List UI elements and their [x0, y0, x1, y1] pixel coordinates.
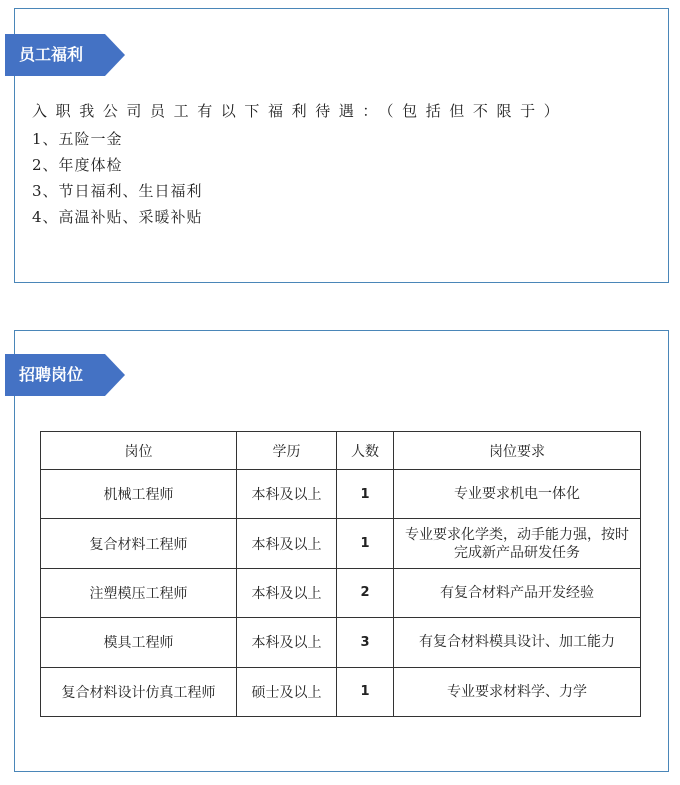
- column-header-count: 人数: [337, 432, 394, 470]
- benefits-body: [32, 99, 650, 230]
- cell-requirement: 有复合材料产品开发经验: [394, 568, 641, 617]
- cell-requirement: 专业要求化学类，动手能力强，按时完成新产品研发任务: [394, 519, 641, 568]
- table-row: [41, 618, 641, 667]
- table-row: [41, 568, 641, 617]
- table-row: [41, 519, 641, 568]
- cell-education: 本科及以上: [237, 618, 337, 667]
- cell-count: 1: [337, 519, 394, 568]
- benefit-item: 3、节日福利、生日福利: [32, 182, 203, 200]
- cell-education: 本科及以上: [237, 470, 337, 519]
- cell-count: 1: [337, 470, 394, 519]
- benefits-list: [32, 126, 650, 230]
- cell-education: 硕士及以上: [237, 667, 337, 716]
- table-row: [41, 667, 641, 716]
- cell-position: 模具工程师: [41, 618, 237, 667]
- table-header-row: [41, 432, 641, 470]
- benefit-item: 2、年度体检: [32, 156, 123, 174]
- jobs-section-tag: 招聘岗位: [5, 354, 105, 396]
- benefits-panel: [14, 8, 669, 283]
- column-header-requirement: 岗位要求: [394, 432, 641, 470]
- cell-position: 机械工程师: [41, 470, 237, 519]
- cell-count: 2: [337, 568, 394, 617]
- cell-count: 1: [337, 667, 394, 716]
- benefits-intro: 入职我公司员工有以下福利待遇：（包括但不限于）: [32, 102, 568, 120]
- cell-position: 复合材料设计仿真工程师: [41, 667, 237, 716]
- cell-requirement: 有复合材料模具设计、加工能力: [394, 618, 641, 667]
- cell-position: 注塑模压工程师: [41, 568, 237, 617]
- table-row: [41, 470, 641, 519]
- cell-count: 3: [337, 618, 394, 667]
- cell-education: 本科及以上: [237, 568, 337, 617]
- cell-education: 本科及以上: [237, 519, 337, 568]
- cell-position: 复合材料工程师: [41, 519, 237, 568]
- cell-requirement: 专业要求材料学、力学: [394, 667, 641, 716]
- benefit-item: 4、高温补贴、采暖补贴: [32, 208, 203, 226]
- jobs-table: [40, 431, 641, 717]
- column-header-education: 学历: [237, 432, 337, 470]
- benefits-section-tag: 员工福利: [5, 34, 105, 76]
- column-header-position: 岗位: [41, 432, 237, 470]
- cell-requirement: 专业要求机电一体化: [394, 470, 641, 519]
- jobs-panel: [14, 330, 669, 772]
- benefit-item: 1、五险一金: [32, 130, 123, 148]
